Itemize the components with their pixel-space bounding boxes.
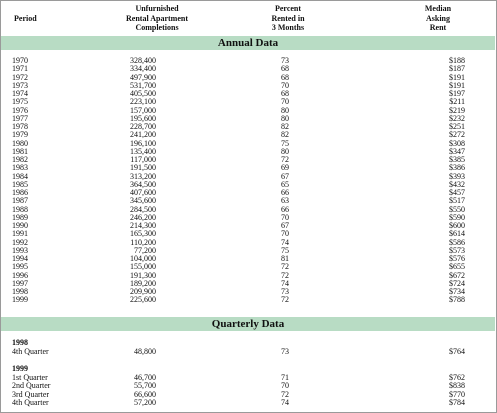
annual-percent-cell: 80 <box>281 105 289 115</box>
annual-percent-cell: 81 <box>281 254 289 263</box>
annual-percent-cell: 70 <box>281 212 289 222</box>
annual-completions-cell: 345,600 <box>130 196 156 206</box>
annual-percent-cell: 74 <box>281 237 289 247</box>
annual-year-cell: 1970 <box>12 56 28 65</box>
quarter-rent: $762 <box>449 373 465 382</box>
annual-completions-cell: 328,400 <box>130 56 156 65</box>
annual-year-column <box>12 57 28 305</box>
annual-year-cell: 1997 <box>12 278 28 288</box>
annual-rent-cell: $191 <box>449 80 465 90</box>
quarter-year-1998: 1998 <box>12 338 28 347</box>
annual-rent-column <box>440 57 465 305</box>
annual-completions-cell: 225,600 <box>130 295 156 305</box>
annual-percent-cell: 75 <box>281 138 289 148</box>
annual-completions-cell: 334,400 <box>130 64 156 74</box>
annual-rent-cell: $393 <box>449 171 465 181</box>
annual-year-cell: 1999 <box>12 295 28 305</box>
annual-year-cell: 1996 <box>12 270 28 280</box>
annual-rent-cell: $251 <box>449 122 465 131</box>
annual-completions-cell: 191,300 <box>130 270 156 280</box>
annual-rent-cell: $272 <box>449 130 465 140</box>
quarter-rent: $838 <box>449 381 465 391</box>
annual-rent-cell: $573 <box>449 245 465 255</box>
quarter-period: 3rd Quarter <box>12 389 50 399</box>
annual-percent-cell: 74 <box>281 278 289 288</box>
annual-year-cell: 1981 <box>12 146 28 156</box>
annual-rent-cell: $655 <box>449 262 465 272</box>
annual-percent-cell: 82 <box>281 130 289 140</box>
quarter-percent: 71 <box>281 373 289 382</box>
quarter-period: 1st Quarter <box>12 373 48 382</box>
annual-completions-cell: 191,500 <box>130 163 156 173</box>
annual-percent-cell: 72 <box>281 270 289 280</box>
annual-year-cell: 1972 <box>12 72 28 82</box>
annual-year-cell: 1995 <box>12 262 28 272</box>
annual-year-cell: 1994 <box>12 254 28 263</box>
annual-percent-cell: 82 <box>281 122 289 131</box>
annual-completions-cell: 284,500 <box>130 204 156 214</box>
quarter-completions: 48,800 <box>134 347 156 356</box>
header-period: Period <box>14 14 37 23</box>
annual-percent-cell: 68 <box>281 64 289 74</box>
quarter-period: 2nd Quarter <box>12 381 51 391</box>
annual-rent-cell: $211 <box>449 97 465 107</box>
annual-rent-cell: $672 <box>449 270 465 280</box>
annual-year-cell: 1983 <box>12 163 28 173</box>
annual-percent-cell: 63 <box>281 196 289 206</box>
annual-percent-cell: 66 <box>281 204 289 214</box>
quarter-completions: 66,600 <box>134 389 156 399</box>
annual-rent-cell: $219 <box>449 105 465 115</box>
quarter-completions: 46,700 <box>134 373 156 382</box>
quarter-period: 4th Quarter <box>12 347 49 356</box>
annual-rent-cell: $197 <box>449 89 465 98</box>
annual-percent-cell: 70 <box>281 80 289 90</box>
annual-percent-cell: 73 <box>281 56 289 65</box>
annual-year-cell: 1990 <box>12 221 28 230</box>
annual-year-cell: 1982 <box>12 155 28 164</box>
quarter-rent: $764 <box>449 347 465 356</box>
annual-completions-cell: 104,000 <box>130 254 156 263</box>
annual-year-cell: 1974 <box>12 89 28 98</box>
annual-completions-cell: 117,000 <box>130 155 156 164</box>
annual-year-cell: 1993 <box>12 245 28 255</box>
annual-completions-cell: 214,300 <box>130 221 156 230</box>
annual-completions-cell: 135,400 <box>130 146 156 156</box>
section-annual-data: Annual Data <box>1 36 495 50</box>
annual-percent-cell: 66 <box>281 188 289 197</box>
section-quarterly-data: Quarterly Data <box>1 317 495 331</box>
annual-year-cell: 1988 <box>12 204 28 214</box>
annual-rent-cell: $191 <box>449 72 465 82</box>
annual-completions-cell: 77,200 <box>134 245 156 255</box>
annual-percent-cell: 70 <box>281 97 289 107</box>
quarter-percent: 72 <box>281 389 289 399</box>
annual-rent-cell: $517 <box>449 196 465 206</box>
quarter-completions: 55,700 <box>134 381 156 391</box>
annual-year-cell: 1986 <box>12 188 28 197</box>
annual-rent-cell: $457 <box>449 188 465 197</box>
annual-year-cell: 1977 <box>12 113 28 123</box>
annual-percent-cell: 68 <box>281 89 289 98</box>
annual-rent-cell: $187 <box>449 64 465 74</box>
annual-percent-cell: 65 <box>281 179 289 189</box>
annual-rent-cell: $232 <box>449 113 465 123</box>
annual-completions-column <box>110 57 156 305</box>
annual-rent-cell: $432 <box>449 179 465 189</box>
annual-year-cell: 1985 <box>12 179 28 189</box>
annual-rent-cell: $385 <box>449 155 465 164</box>
annual-year-cell: 1991 <box>12 229 28 239</box>
annual-percent-cell: 70 <box>281 229 289 239</box>
header-percent-rented: Percent Rented in 3 Months <box>271 4 305 32</box>
annual-completions-cell: 209,900 <box>130 287 156 296</box>
annual-percent-cell: 68 <box>281 72 289 82</box>
annual-completions-cell: 228,700 <box>130 122 156 131</box>
annual-rent-cell: $600 <box>449 221 465 230</box>
header-completions: Unfurnished Rental Apartment Completions <box>126 4 188 32</box>
quarter-rent: $784 <box>449 397 465 407</box>
annual-percent-cell: 80 <box>281 113 289 123</box>
annual-year-cell: 1987 <box>12 196 28 206</box>
quarter-percent: 70 <box>281 381 289 391</box>
annual-rent-cell: $734 <box>449 287 465 296</box>
annual-completions-cell: 405,500 <box>130 89 156 98</box>
annual-year-cell: 1980 <box>12 138 28 148</box>
annual-rent-cell: $308 <box>449 138 465 148</box>
quarter-percent: 73 <box>281 347 289 356</box>
annual-rent-cell: $614 <box>449 229 465 239</box>
quarter-rent: $770 <box>449 389 465 399</box>
annual-percent-cell: 72 <box>281 262 289 272</box>
annual-year-cell: 1979 <box>12 130 28 140</box>
annual-percent-cell: 80 <box>281 146 289 156</box>
header-median-rent: Median Asking Rent <box>424 4 452 32</box>
annual-year-cell: 1975 <box>12 97 28 107</box>
annual-rent-cell: $386 <box>449 163 465 173</box>
annual-completions-cell: 196,100 <box>130 138 156 148</box>
annual-completions-cell: 364,500 <box>130 179 156 189</box>
annual-year-cell: 1978 <box>12 122 28 131</box>
annual-rent-cell: $590 <box>449 212 465 222</box>
annual-rent-cell: $188 <box>449 56 465 65</box>
annual-completions-cell: 110,200 <box>130 237 156 247</box>
annual-rent-cell: $347 <box>449 146 465 156</box>
annual-completions-cell: 531,700 <box>130 80 156 90</box>
annual-percent-cell: 73 <box>281 287 289 296</box>
annual-completions-cell: 157,000 <box>130 105 156 115</box>
annual-year-cell: 1971 <box>12 64 28 74</box>
annual-rent-cell: $724 <box>449 278 465 288</box>
annual-percent-cell: 67 <box>281 171 289 181</box>
annual-year-cell: 1973 <box>12 80 28 90</box>
annual-completions-cell: 195,600 <box>130 113 156 123</box>
annual-completions-cell: 165,300 <box>130 229 156 239</box>
annual-percent-cell: 67 <box>281 221 289 230</box>
annual-completions-cell: 241,200 <box>130 130 156 140</box>
quarter-completions: 57,200 <box>134 397 156 407</box>
annual-year-cell: 1992 <box>12 237 28 247</box>
annual-percent-cell: 72 <box>281 295 289 305</box>
annual-year-cell: 1998 <box>12 287 28 296</box>
annual-completions-cell: 407,600 <box>130 188 156 197</box>
annual-percent-column <box>270 57 300 305</box>
annual-completions-cell: 497,900 <box>130 72 156 82</box>
annual-rent-cell: $788 <box>449 295 465 305</box>
annual-year-cell: 1984 <box>12 171 28 181</box>
annual-year-cell: 1976 <box>12 105 28 115</box>
annual-completions-cell: 313,200 <box>130 171 156 181</box>
annual-rent-cell: $576 <box>449 254 465 263</box>
annual-percent-cell: 72 <box>281 155 289 164</box>
quarter-percent: 74 <box>281 397 289 407</box>
annual-completions-cell: 189,200 <box>130 278 156 288</box>
quarter-period: 4th Quarter <box>12 397 49 407</box>
annual-percent-cell: 69 <box>281 163 289 173</box>
annual-rent-cell: $586 <box>449 237 465 247</box>
annual-completions-cell: 223,100 <box>130 97 156 107</box>
quarter-year-1999: 1999 <box>12 364 28 373</box>
annual-completions-cell: 246,200 <box>130 212 156 222</box>
annual-completions-cell: 155,000 <box>130 262 156 272</box>
annual-year-cell: 1989 <box>12 212 28 222</box>
annual-percent-cell: 75 <box>281 245 289 255</box>
annual-rent-cell: $550 <box>449 204 465 214</box>
